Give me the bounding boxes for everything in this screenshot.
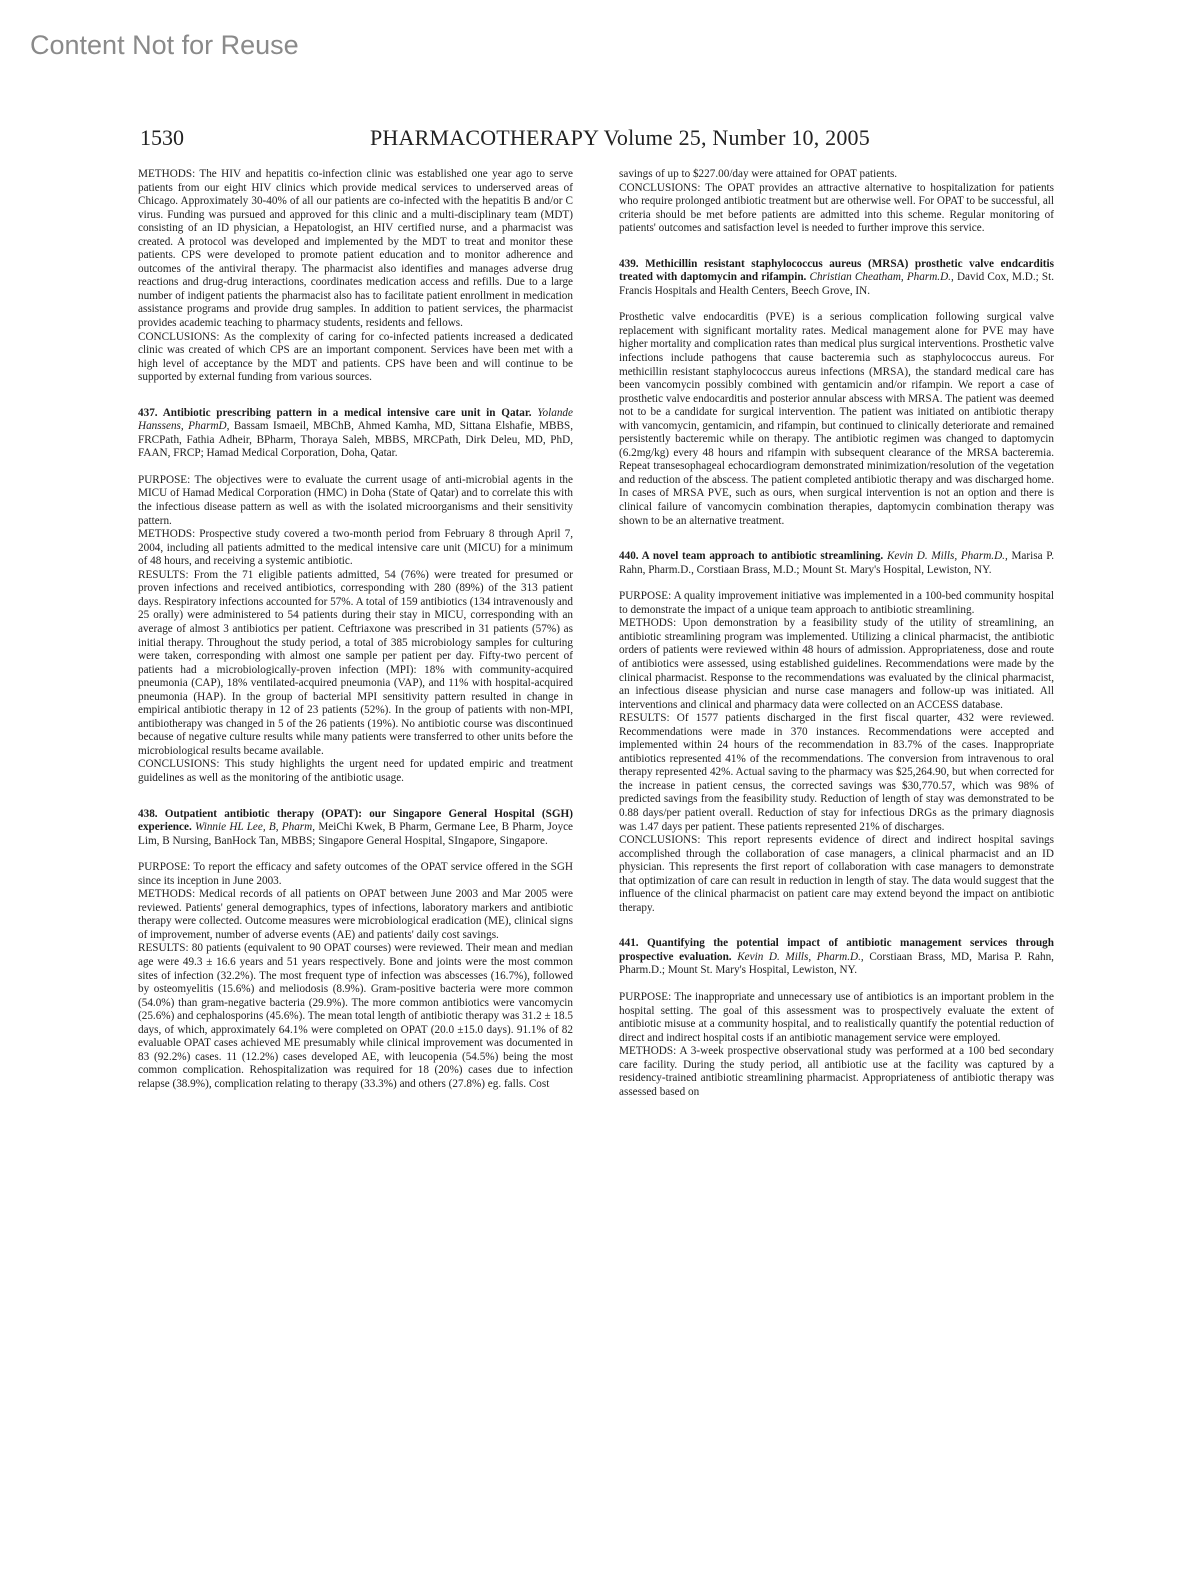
abstract-title: 439. Methicillin resistant staphylococcus aureus (MRSA) prosthetic valve endcarditis treated with daptomycin and rifampin. (619, 257, 1054, 284)
abstract-heading (619, 550, 1054, 577)
abstract-441 (619, 937, 1054, 1099)
abstract-first-author: Christian Cheatham, Pharm.D., (809, 271, 954, 284)
abstract-title: 438. Outpatient antibiotic therapy (OPAT): our Singapore General Hospital (SGH) experience. (138, 807, 573, 834)
abstract-438-results-continued: savings of up to $227.00/day were attained for OPAT patients. (619, 168, 898, 180)
abstract-437 (138, 407, 573, 786)
abstract-440 (619, 550, 1054, 915)
right-column (619, 168, 1054, 1099)
abstract-436-methods: METHODS: The HIV and hepatitis co-infection clinic was established one year ago to serve patients from our eight HIV clinics which provide medical services to underserved areas of Chicago. Approximately 30-40% of all our patients are co-infected with the hepatitis B and/or C virus. Funding was pursued and approved for this clinic and a multi-disciplinary team (MDT) consisting of an ID physician, a Hepatologist, an HIV certified nurse, and a pharmacist was created. A protocol was developed and implemented by the MDT to treat and monitor these patients. CPS were developed to promote patient education and to monitor adherence and outcomes of the antiviral therapy. The pharmacist also identifies and manages adverse drug reactions and drug-drug interactions, coordinates medication access and refills. Due to a large number of indigent patients the pharmacist also has to facilitate patient enrollment in medication assistance programs and provide drug samples. In addition to patient services, the pharmacist provides academic teaching to pharmacy students, residents and fellows. (138, 168, 573, 330)
abstract-methods: METHODS: Prospective study covered a two-month period from February 8 through April 7, 2004, including all patients admitted to the medical intensive care unit (MICU) for a minimum of 48 hours, and receiving a systemic antibiotic. (138, 528, 573, 568)
page-number: 1530 (140, 125, 184, 150)
abstract-results: RESULTS: 80 patients (equivalent to 90 OPAT courses) were reviewed. Their mean and median age were 49.3 ± 16.6 years and 51 years respectively. Bone and joints were the most common sites of infection (32.2%). The most frequent type of infection was abscesses (16.7%), followed by osteomyelitis (15.6%) and meliodosis (8.9%). Gram-positive bacteria were more common (54.0%) than gram-negative bacteria (29.9%). The more common antibiotics were vancomycin (25.6%) and cephalosporins (45.6%). The mean total length of antibiotic therapy was 31.2 ± 18.5 days, of which, approximately 64.1% were completed on OPAT (20.0 ±15.0 days). 91.1% of 82 evaluable OPAT cases achieved ME presumably while clinical improvement was documented in 83 (92.2%) cases. 11 (12.2%) cases developed AE, with leucopenia (54.5%) being the most common complication. Rehospitalization was required for 18 (20%) cases due to infection relapse (38.9%), complication relating to therapy (33.3%) and others (27.8%) eg. falls. Cost (138, 942, 573, 1090)
abstract-first-author: Winnie HL Lee, B, Pharm, (195, 821, 316, 834)
abstract-title: 441. Quantifying the potential impact of antibiotic management services through prospective evaluation. (619, 937, 1054, 963)
abstract-results: RESULTS: From the 71 eligible patients admitted, 54 (76%) were treated for presumed or proven infections and received antibiotics, corresponding with 280 (89%) of the 313 patient days. Respiratory infections accounted for 57%. A total of 159 antibiotics (134 intravenously and 25 orally) were administered to 54 patients during their stay in MICU, corresponding with an average of almost 3 antibiotics per patient. Ceftriaxone was prescribed in 31 patients (57%) as initial therapy. Throughout the study period, a total of 385 microbiology samples for culturing were taken, corresponding with almost one sample per patient per day. Fifty-two percent of patients had a microbiologically-proven infection (MPI): 18% with community-acquired pneumonia (CAP), 18% ventilated-acquired pneumonia (VAP), and 11% with hospital-acquired pneumonia (HAP). In the group of bacterial MPI sensitivity pattern resulted in change in empirical antibiotic therapy in 12 of 23 patients (52%). In the group of patients with non-MPI, antibiotherapy was changed in 5 of the 26 patients (19%). No antibiotic course was discontinued because of negative culture results while many patients were transferred to other units before the microbiological results became available. (138, 568, 573, 757)
journal-title: PHARMACOTHERAPY Volume 25, Number 10, 2005 (370, 125, 870, 150)
abstract-conclusions: CONCLUSIONS: This study highlights the urgent need for updated empiric and treatment guidelines as well as the monitoring of the antibiotic usage. (138, 758, 573, 784)
abstract-first-author: Kevin D. Mills, Pharm.D., (737, 950, 864, 963)
abstract-heading (138, 407, 573, 461)
abstract-heading (619, 937, 1054, 978)
abstract-conclusions: CONCLUSIONS: This report represents evidence of direct and indirect hospital savings accomplished through the collaboration of case managers, a clinical pharmacist and an ID physician. This represents the first report of collaboration with case managers to demonstrate that optimization of care can result in reduction in length of stay. The data would suggest that the influence of the clinical pharmacist on patient care may extend beyond the impact on antibiotic therapy. (619, 834, 1054, 914)
abstract-first-author: Kevin D. Mills, Pharm.D., (886, 550, 1008, 563)
abstract-first-author: Yolande Hanssens, PharmD, (138, 406, 573, 433)
abstract-title: 440. A novel team approach to antibiotic streamlining. (619, 550, 884, 563)
abstract-authors: David Cox, M.D.; St. Francis Hospitals and Health Centers, Beech Grove, IN. (619, 271, 1055, 297)
abstract-438 (138, 808, 573, 1092)
abstract-438-conclusions: CONCLUSIONS: The OPAT provides an attractive alternative to hospitalization for patients who require prolonged antibiotic treatment but are otherwise well. For OPAT to be successful, all criteria should be met before patients are admitted into this scheme. Regular monitoring of patients' outcomes and satisfaction level is needed to further improve this service. (619, 181, 1054, 235)
abstract-purpose: PURPOSE: A quality improvement initiative was implemented in a 100-bed community hospital to demonstrate the impact of a unique team approach to antibiotic streamlining. (619, 590, 1054, 616)
watermark: Content Not for Reuse (30, 30, 299, 60)
left-column (138, 168, 573, 1091)
abstract-439 (619, 258, 1054, 528)
abstract-purpose: PURPOSE: The objectives were to evaluate the current usage of anti-microbial agents in the MICU of Hamad Medical Corporation (HMC) in Doha (State of Qatar) and to correlate this with the infectious disease pattern as well as with the isolated microorganisms and their sensitivity pattern. (138, 473, 573, 527)
abstract-heading (138, 808, 573, 849)
abstract-authors: MeiChi Kwek, B Pharm, Germane Lee, B Pharm, Joyce Lim, B Nursing, BanHock Tan, MBBS; Singapore General Hospital, SIngapore, Singapore. (138, 821, 574, 847)
abstract-authors: Corstiaan Brass, MD, Marisa P. Rahn, Pharm.D.; Mount St. Mary's Hospital, Lewiston, NY. (619, 950, 1054, 977)
abstract-methods: METHODS: Medical records of all patients on OPAT between June 2003 and Mar 2005 were reviewed. Patients' general demographics, types of infections, laboratory markers and antibiotic therapy were collected. Outcome measures were microbiological eradication (ME), clinical signs of improvement, number of adverse events (AE) and patients' daily cost savings. (138, 888, 573, 941)
abstract-results: RESULTS: Of 1577 patients discharged in the first fiscal quarter, 432 were reviewed. Recommendations were made in 370 instances. Recommendations were accepted and implemented within 24 hours of the recommendation in 83.7% of the cases. Inappropriate antibiotics represented 41% of the recommendations. The conversion from intravenous to oral therapy represented 42%. Actual saving to the pharmacy was $25,264.90, but when corrected for the increase in patient census, the corrected savings was $30,770.57, which was 98% of predicted savings from the feasibility study. Reduction of length of stay was demonstrated to be 0.88 days/per patient overall. Reduction of stay for infectious DRGs as the primary diagnosis was 1.47 days per patient. These patients represented 21% of discharges. (619, 712, 1054, 833)
abstract-purpose: PURPOSE: To report the efficacy and safety outcomes of the OPAT service offered in the SGH since its inception in June 2003. (138, 861, 573, 887)
abstract-methods: METHODS: A 3-week prospective observational study was performed at a 100 bed secondary care facility. During the study period, all antibiotic use at the facility was captured by a residency-trained antibiotic streamlining pharmacist. Appropriateness of antibiotic therapy was assessed based on (619, 1045, 1054, 1098)
abstract-heading (619, 258, 1054, 299)
abstract-body: Prosthetic valve endocarditis (PVE) is a serious complication following surgical valve replacement with significant mortality rates. Medical management alone for PVE may have higher mortality and complication rates than medical plus surgical interventions. Prosthetic valve infections include pathogens that cause bacteremia such as staphylococcus aureus. For methicillin resistant staphylococcus aureus infections (MRSA), the standard medical care has been vancomycin possibly combined with gentamicin and/or rifampin. We report a case of prosthetic valve endocarditis and posterior annular abscess with MRSA. The patient was deemed not to be a candidate for surgical intervention. The patient was initiated on antibiotic therapy with vancomycin, gentamicin, and rifampin, but continued to clinically deteriorate and remained persistently bacteremic while on therapy. The antibiotic regimen was changed to daptomycin (6.2mg/kg) every 48 hours and rifampin with subsequent clearance of the MRSA bacteremia. Repeat transesophageal echocardiogram demonstrated minimization/resolution of the vegetation and reduction of the abscess. The patient completed antibiotic therapy and was discharged home. In cases of MRSA PVE, such as ours, when surgical intervention is not an option and there is clinical failure of vancomycin combination therapies, daptomycin combination therapy was shown to be an alternative treatment. (619, 311, 1054, 527)
abstract-purpose: PURPOSE: The inappropriate and unnecessary use of antibiotics is an important problem in the hospital setting. The goal of this assessment was to prospectively evaluate the extent of antibiotic misuse at a community hospital, and to realistically quantify the potential reduction of direct and indirect hospital costs if an antibiotic management service were employed. (619, 990, 1054, 1044)
abstract-436-conclusions: CONCLUSIONS: As the complexity of caring for co-infected patients increased a dedicated clinic was created of which CPS are an important component. Services have been met with a high level of acceptance by the MDT and patients. CPS have been and will continue to be supported by external funding from various sources. (138, 330, 573, 384)
abstract-title: 437. Antibiotic prescribing pattern in a medical intensive care unit in Qatar. (138, 406, 532, 419)
abstract-authors: Marisa P. Rahn, Pharm.D., Corstiaan Brass, M.D.; Mount St. Mary's Hospital, Lewiston, NY. (619, 550, 1055, 576)
abstract-authors: Bassam Ismaeil, MBChB, Ahmed Kamha, MD, Sittana Elshafie, MBBS, FRCPath, Fathia Adheir, BPharm, Thoraya Saleh, MBBS, MRCPath, Dirk Deleu, MD, PhD, FAAN, FRCP; Hamad Medical Corporation, Doha, Qatar. (138, 420, 573, 460)
abstract-methods: METHODS: Upon demonstration by a feasibility study of the utility of streamlining, an antibiotic streamlining program was implemented. Utilizing a clinical pharmacist, the antibiotic orders of patients were reviewed within 48 hours of admission. Appropriateness, dose and route of antibiotics were assessed, using established guidelines. Recommendations were made by the clinical pharmacist. Response to the recommendations was evaluated by the clinical pharmacist, an infectious disease physician and nurse case managers and follow-up was initiated. All interventions and clinical and pharmacy data were collected on an ACCESS database. (619, 617, 1054, 711)
